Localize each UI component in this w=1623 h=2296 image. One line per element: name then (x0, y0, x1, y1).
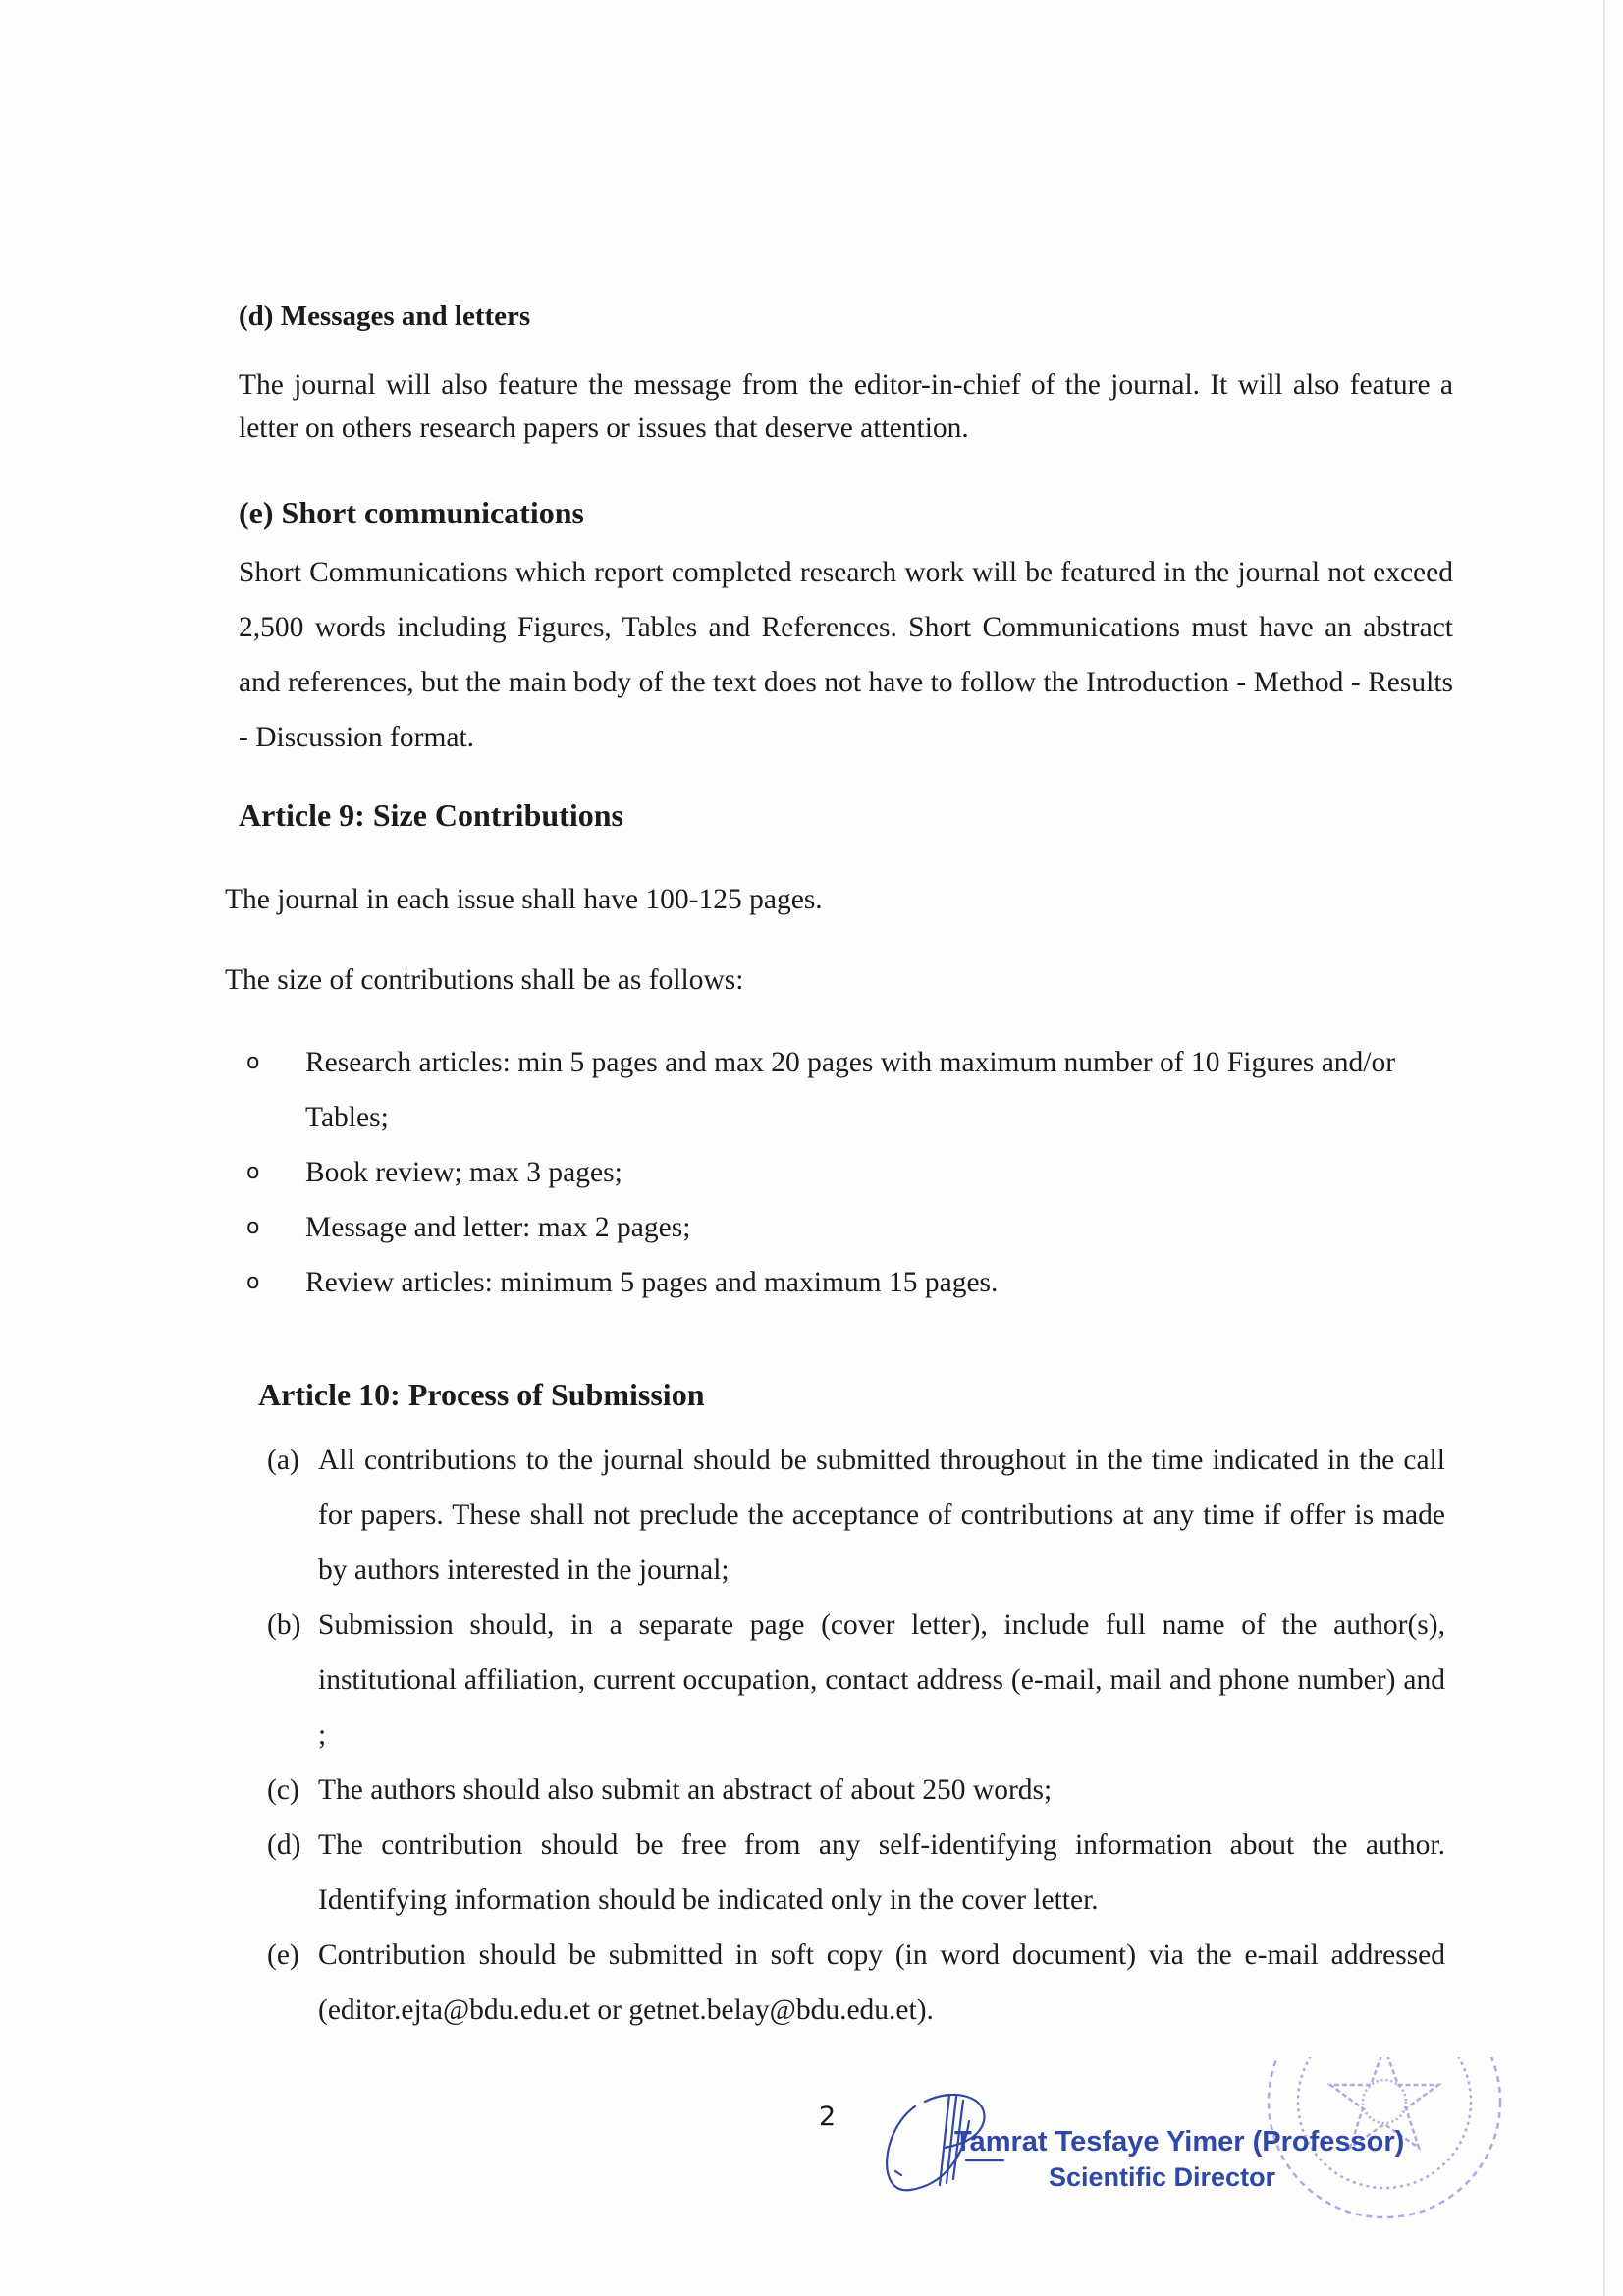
item-marker: (e) (267, 1940, 299, 1971)
article-9-line-pages: The journal in each issue shall have 100-125 pages. (225, 884, 823, 915)
bullet-marker: o (246, 1215, 260, 1239)
page-number: 2 (819, 2102, 837, 2132)
section-d-body: The journal will also feature the message from the editor-in-chief of the journal. It will also feature a letter on others research papers or issues that deserve attention. (239, 369, 1453, 444)
list-item: (c) The authors should also submit an abstract of about 250 words; (267, 1763, 1445, 1818)
article-9-line-size: The size of contributions shall be as follows: (225, 964, 744, 996)
item-marker: (a) (267, 1445, 299, 1476)
article-9-heading: Article 9: Size Contributions (239, 797, 623, 833)
signature-block (864, 2057, 1571, 2254)
article-10-heading: Article 10: Process of Submission (258, 1377, 705, 1412)
section-e-heading: (e) Short communications (239, 495, 584, 530)
item-marker: (b) (267, 1610, 301, 1641)
list-item: o Research articles: min 5 pages and max 20 pages with maximum number of 10 Figures and/or Tables; (225, 1035, 1433, 1145)
list-item: (b) Submission should, in a separate page (cover letter), include full name of the author(s), institutional affiliation, current occupation, contact address (e-mail, mail and phone number) and ; (267, 1598, 1445, 1763)
item-marker: (d) (267, 1830, 301, 1861)
item-marker: (c) (267, 1775, 299, 1806)
list-item: o Review articles: minimum 5 pages and maximum 15 pages. (225, 1255, 1433, 1310)
signatory-name: Tamrat Tesfaye Yimer (Professor) (954, 2126, 1405, 2158)
section-e-body: Short Communications which report completed research work will be featured in the journal not exceed 2,500 words including Figures, Tables and References. Short Communications must have an abstract and references, but the main body of the text does not have to follow the Introduction - Method - Results - Discussion format. (239, 557, 1453, 753)
bullet-marker: o (246, 1270, 260, 1294)
section-d-heading: (d) Messages and letters (239, 301, 531, 332)
article-10-list (267, 1433, 1445, 2038)
list-item: o Message and letter: max 2 pages; (225, 1200, 1433, 1255)
bullet-marker: o (246, 1050, 260, 1074)
bullet-marker: o (246, 1160, 260, 1184)
signatory-title: Scientific Director (1049, 2162, 1276, 2192)
list-item: (e) Contribution should be submitted in soft copy (in word document) via the e-mail addressed (editor.ejta@bdu.edu.et or getnet.belay@bdu.edu.et). (267, 1928, 1445, 2038)
list-item: (d) The contribution should be free from any self-identifying information about the author. Identifying information should be indicated only in the cover letter. (267, 1818, 1445, 1928)
article-9-bullet-list (225, 1035, 1433, 1310)
page-edge-line (1603, 0, 1605, 2296)
list-item: (a) All contributions to the journal should be submitted throughout in the time indicated in the call for papers. These shall not preclude the acceptance of contributions at any time if offer is made by authors interested in the journal; (267, 1433, 1445, 1598)
list-item: o Book review; max 3 pages; (225, 1145, 1433, 1200)
